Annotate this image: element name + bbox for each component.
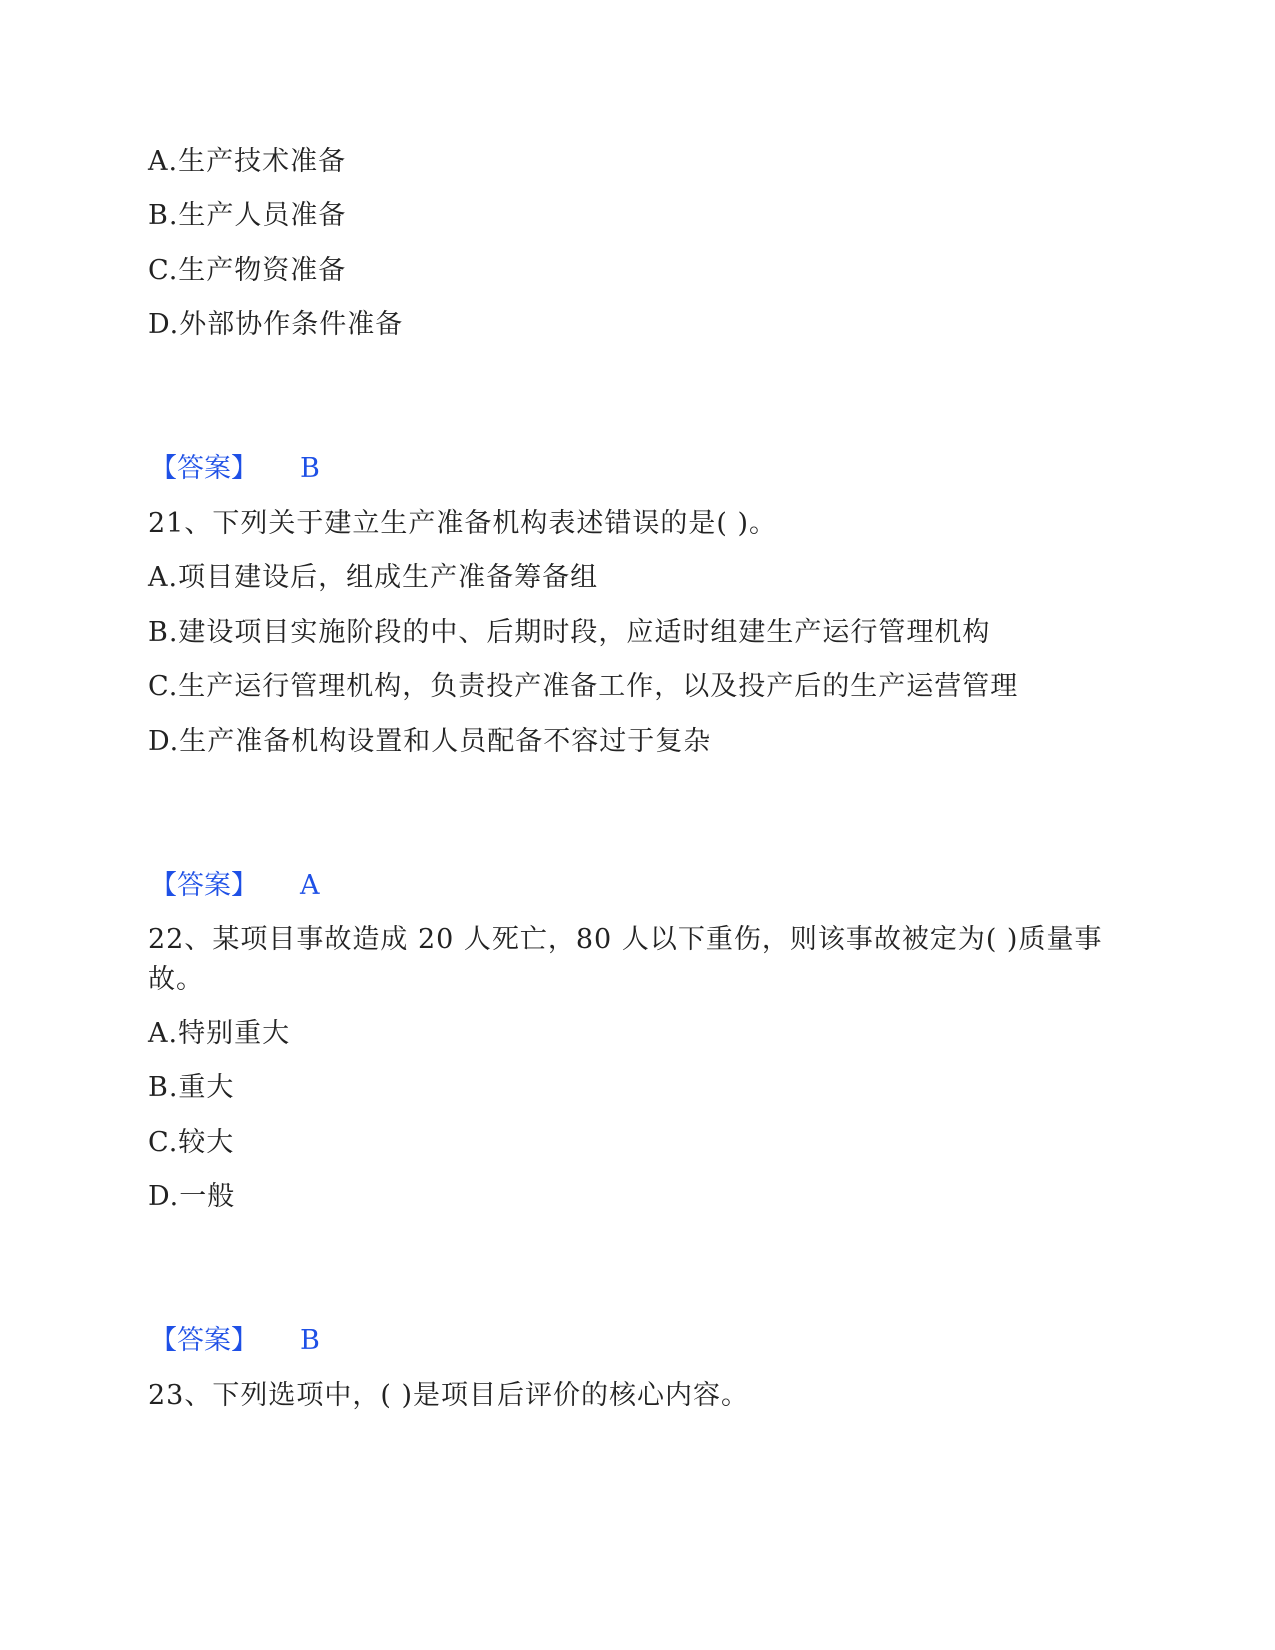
q21-option-b: B.建设项目实施阶段的中、后期时段，应适时组建生产运行管理机构 [148,617,991,648]
q21-option-c: C.生产运行管理机构，负责投产准备工作，以及投产后的生产运营管理 [148,671,1019,702]
q20-option-c: C.生产物资准备 [148,255,347,286]
answer-value: B [300,1325,320,1356]
q22-answer [150,1321,320,1361]
q21-stem: 21、下列关于建立生产准备机构表述错误的是( )。 [148,508,778,539]
q22-option-a: A.特别重大 [148,1018,291,1049]
q20-answer [150,449,320,489]
answer-label: 【答案】 [150,1325,258,1356]
q20-option-d: D.外部协作条件准备 [148,309,404,340]
answer-value: A [300,870,320,901]
q20-option-a: A.生产技术准备 [148,146,347,177]
q22-stem: 22、某项目事故造成 20 人死亡，80 人以下重伤，则该事故被定为( )质量事故。 [148,924,1103,995]
q21-option-a: A.项目建设后，组成生产准备筹备组 [148,562,599,593]
q20-option-b: B.生产人员准备 [148,200,347,231]
answer-value: B [300,453,320,484]
q21-answer [150,866,320,906]
answer-label: 【答案】 [150,870,258,901]
q23-stem: 23、下列选项中，( )是项目后评价的核心内容。 [148,1380,750,1411]
q22-option-c: C.较大 [148,1127,235,1158]
answer-label: 【答案】 [150,453,258,484]
q21-option-d: D.生产准备机构设置和人员配备不容过于复杂 [148,726,712,757]
q22-option-d: D.一般 [148,1181,236,1212]
q22-option-b: B.重大 [148,1072,235,1103]
